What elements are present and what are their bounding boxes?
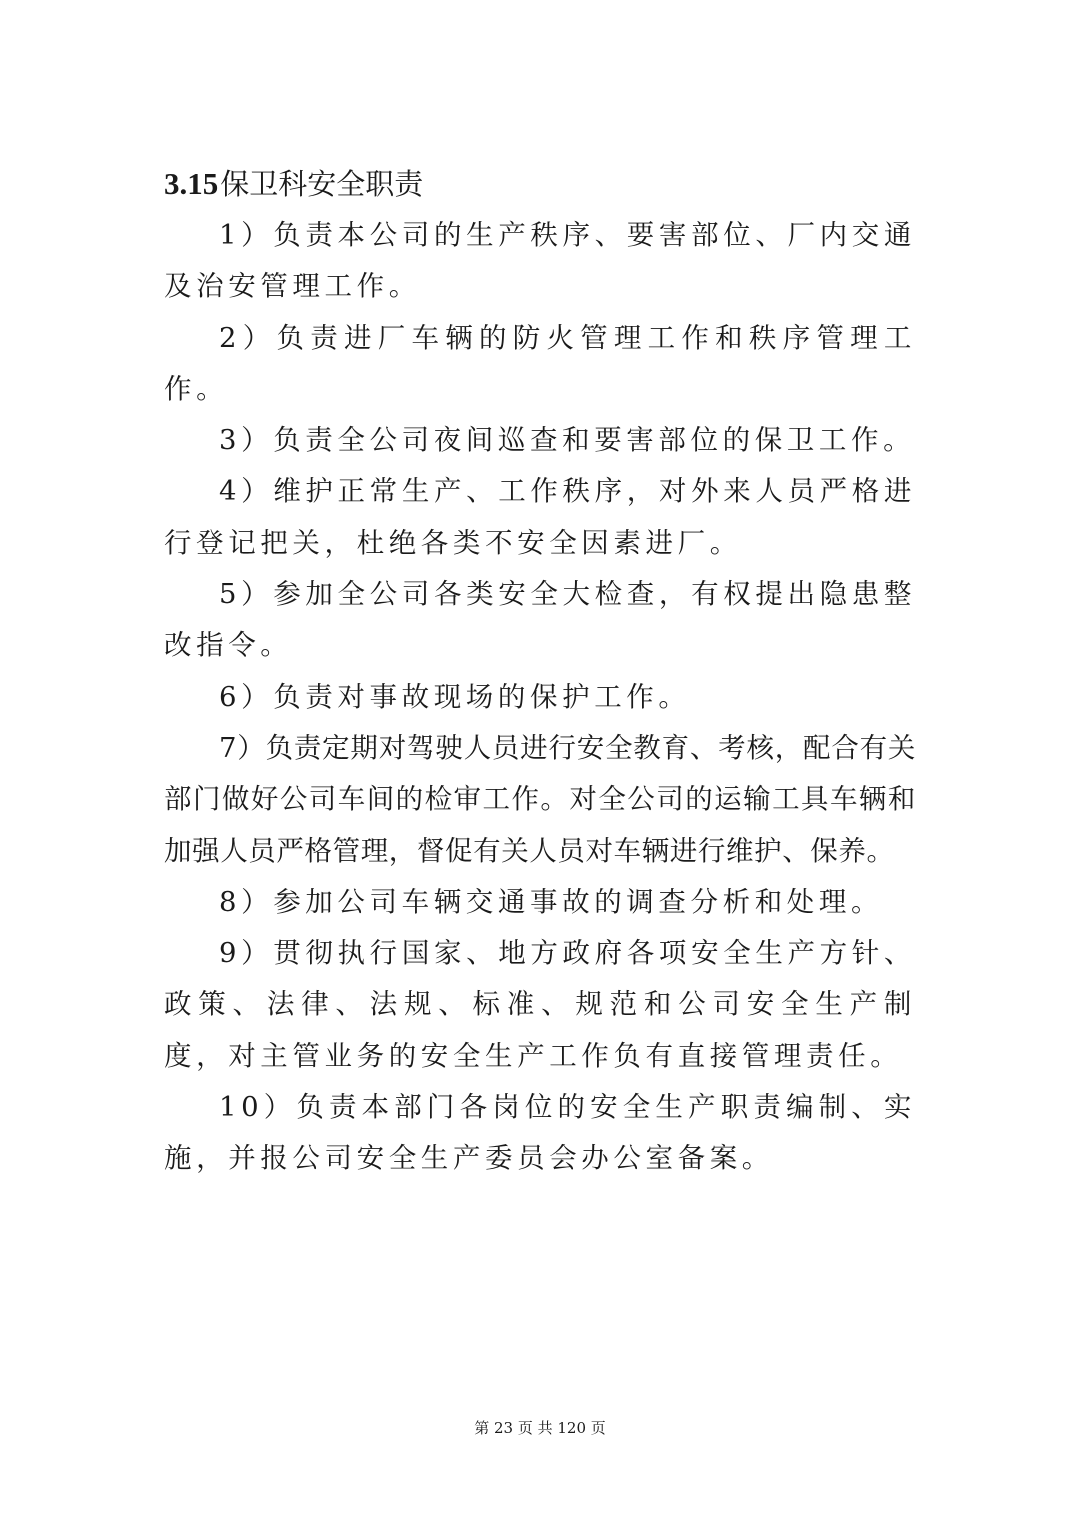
page-content [164,158,916,1185]
section-heading [164,158,916,210]
section-title: 保卫科安全职责 [220,167,424,201]
paragraph-10: 10）负责本部门各岗位的安全生产职责编制、实施，并报公司安全生产委员会办公室备案。 [164,1091,916,1175]
paragraph-2: 2）负责进厂车辆的防火管理工作和秩序管理工作。 [164,321,916,405]
page-number-footer: 第 23 页 共 120 页 [474,1419,606,1437]
paragraph-5: 5）参加全公司各类安全大检查，有权提出隐患整改指令。 [164,578,916,662]
section-number: 3.15 [164,166,219,201]
paragraph-3: 3）负责全公司夜间巡查和要害部位的保卫工作。 [219,424,916,457]
paragraph-4: 4）维护正常生产、工作秩序，对外来人员严格进行登记把关，杜绝各类不安全因素进厂。 [164,475,916,559]
paragraph-7: 7）负责定期对驾驶人员进行安全教育、考核，配合有关部门做好公司车间的检审工作。对全公司的运输工具车辆和加强人员严格管理，督促有关人员对车辆进行维护、保养。 [164,731,916,867]
paragraph-6: 6）负责对事故现场的保护工作。 [219,680,691,713]
paragraph-1: 1）负责本公司的生产秩序、要害部位、厂内交通及治安管理工作。 [164,219,916,303]
paragraph-8: 8）参加公司车辆交通事故的调查分析和处理。 [219,885,884,918]
paragraph-9: 9）贯彻执行国家、地方政府各项安全生产方针、政策、法律、法规、标准、规范和公司安全生产制度，对主管业务的安全生产工作负有直接管理责任。 [164,937,916,1072]
